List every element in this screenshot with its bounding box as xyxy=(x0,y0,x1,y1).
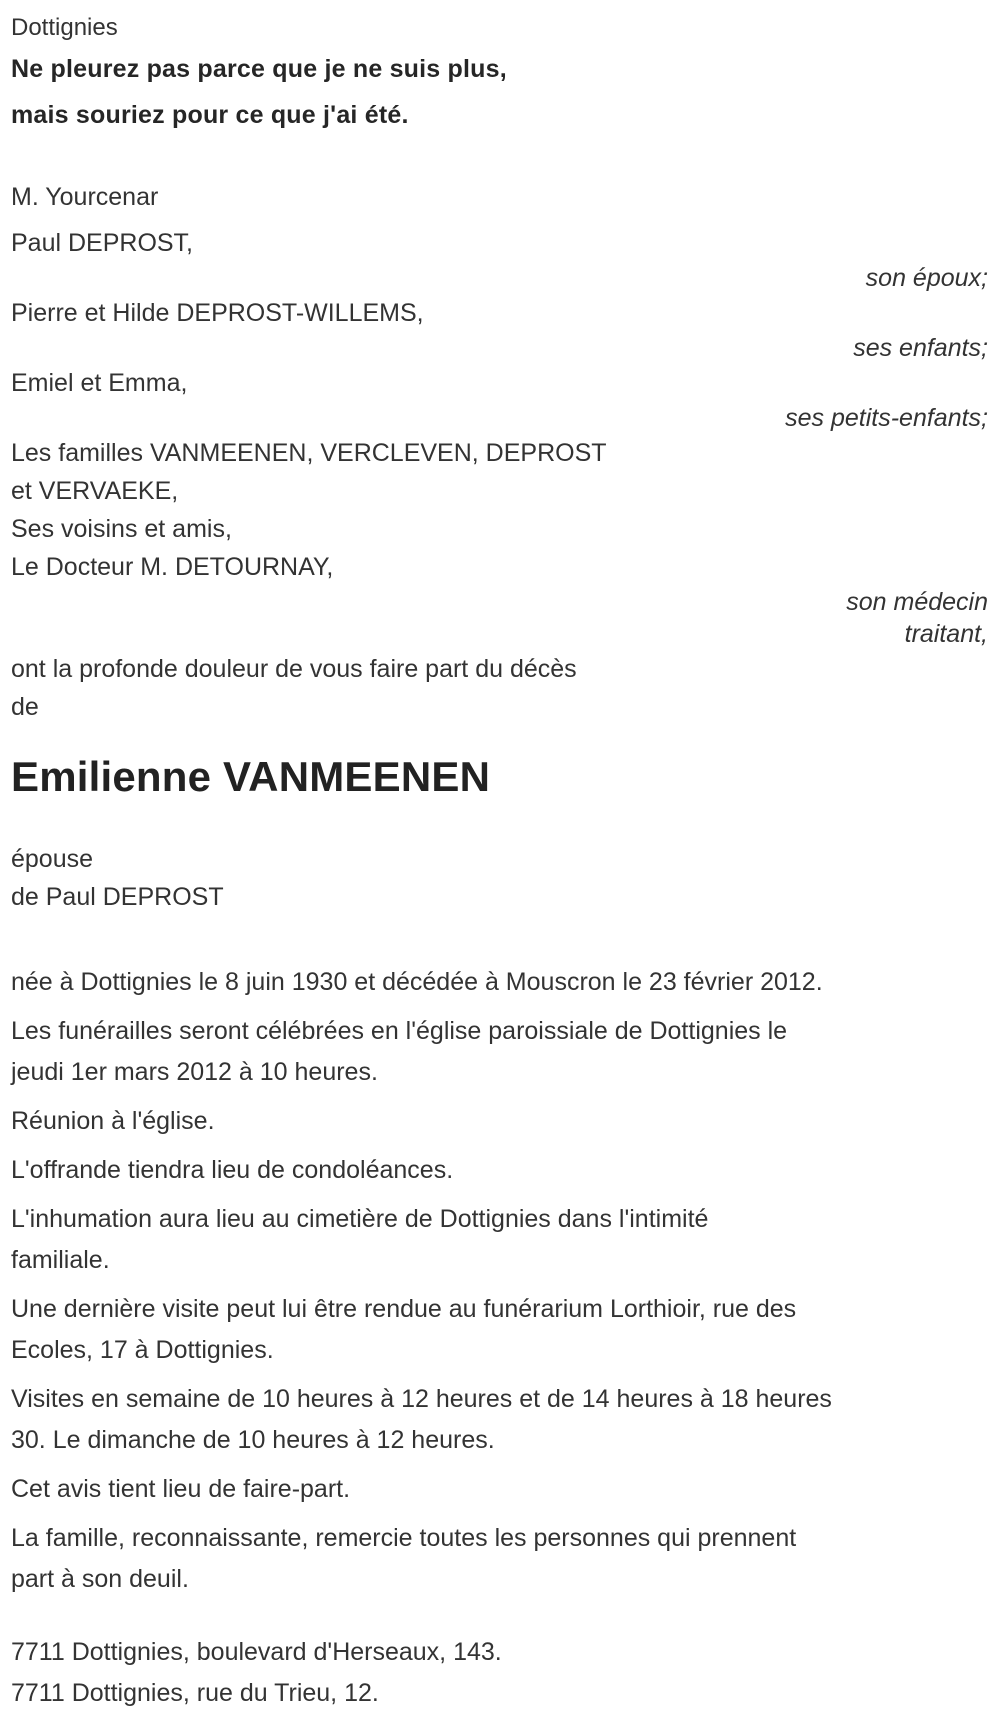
body-paragraph xyxy=(11,1150,988,1191)
page-title-deceased-name: Emilienne VANMEENEN xyxy=(11,753,491,800)
body-paragraph xyxy=(11,1199,988,1281)
body-paragraph xyxy=(11,1289,988,1371)
body-line: Ecoles, 17 à Dottignies. xyxy=(11,1336,274,1364)
mourner-role: son époux; xyxy=(865,264,988,292)
body-line: Visites en semaine de 10 heures à 12 heures et de 14 heures à 18 heures xyxy=(11,1385,832,1413)
body-paragraph xyxy=(11,1101,988,1142)
mourner-name: Les familles VANMEENEN, VERCLEVEN, DEPROST xyxy=(11,439,607,467)
mourner-name: Le Docteur M. DETOURNAY, xyxy=(11,553,334,581)
body-line: part à son deuil. xyxy=(11,1565,189,1593)
place-line: Dottignies xyxy=(11,14,118,41)
body-paragraph xyxy=(11,1518,988,1600)
body-paragraph xyxy=(11,1379,988,1461)
epitaph-line-2: mais souriez pour ce que j'ai été. xyxy=(11,101,409,129)
mourner-name: Emiel et Emma, xyxy=(11,369,188,397)
mourner-role: ses petits-enfants; xyxy=(785,404,988,432)
address-line: 7711 Dottignies, rue du Trieu, 12. xyxy=(11,1679,379,1707)
body-line: Une dernière visite peut lui être rendue au funérarium Lorthioir, rue des xyxy=(11,1295,797,1323)
epitaph-author: M. Yourcenar xyxy=(11,183,159,211)
body-line: Réunion à l'église. xyxy=(11,1107,215,1135)
body-paragraph xyxy=(11,962,988,1003)
body-line: 30. Le dimanche de 10 heures à 12 heures. xyxy=(11,1426,495,1454)
deceased-relation-line: épouse xyxy=(11,845,94,873)
mourner-name: et VERVAEKE, xyxy=(11,477,179,505)
body-line: jeudi 1er mars 2012 à 10 heures. xyxy=(11,1058,378,1086)
spacer xyxy=(11,138,988,178)
mourner-name: Pierre et Hilde DEPROST-WILLEMS, xyxy=(11,299,424,327)
address-line: 7711 Dottignies, boulevard d'Herseaux, 143. xyxy=(11,1638,502,1666)
announcement-line: de xyxy=(11,693,39,721)
mourner-name: Paul DEPROST, xyxy=(11,229,194,257)
body-line: née à Dottignies le 8 juin 1930 et décédée à Mouscron le 23 février 2012. xyxy=(11,968,823,996)
spacer xyxy=(11,916,988,962)
body-paragraph xyxy=(11,1011,988,1093)
spacer xyxy=(11,804,988,840)
body-line: Cet avis tient lieu de faire-part. xyxy=(11,1475,351,1503)
body-line: Les funérailles seront célébrées en l'église paroissiale de Dottignies le xyxy=(11,1017,788,1045)
body-line: L'offrande tiendra lieu de condoléances. xyxy=(11,1156,454,1184)
mourner-role: traitant, xyxy=(904,620,988,648)
mourner-role: ses enfants; xyxy=(853,334,988,362)
mourners-list xyxy=(11,224,988,650)
notice-body xyxy=(11,962,988,1600)
body-paragraph xyxy=(11,1469,988,1510)
mourner-role: son médecin xyxy=(846,588,988,616)
body-line: L'inhumation aura lieu au cimetière de Dottignies dans l'intimité xyxy=(11,1205,709,1233)
mourner-name: Ses voisins et amis, xyxy=(11,515,232,543)
epitaph-line-1: Ne pleurez pas parce que je ne suis plus, xyxy=(11,55,507,83)
body-line: familiale. xyxy=(11,1246,110,1274)
addresses-block xyxy=(11,1632,988,1714)
announcement-line: ont la profonde douleur de vous faire part du décès xyxy=(11,655,577,683)
deceased-relation-line: de Paul DEPROST xyxy=(11,883,224,911)
body-line: La famille, reconnaissante, remercie toutes les personnes qui prennent xyxy=(11,1524,797,1552)
